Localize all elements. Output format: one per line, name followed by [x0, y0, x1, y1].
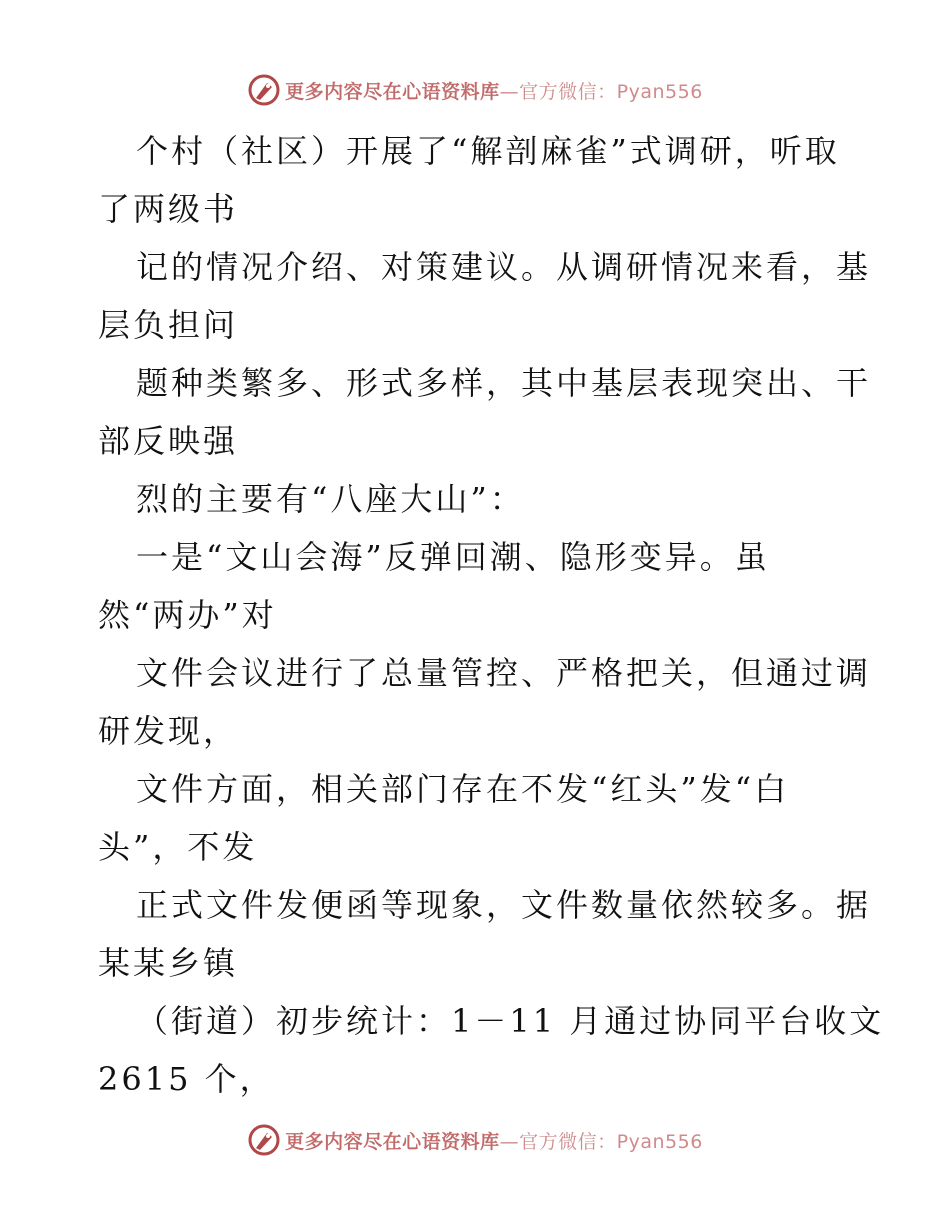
text-line: （街道）初步统计：1－11 月通过协同平台收文 — [136, 1002, 885, 1040]
text-line: 然“两办”对 — [98, 596, 277, 634]
watermark-text — [285, 1127, 703, 1154]
text-line: 研发现， — [98, 712, 239, 750]
text-line: 头”，不发 — [98, 828, 258, 866]
pen-nib-logo-icon — [247, 73, 281, 107]
watermark-suffix: 官方微信：Pyan556 — [519, 1130, 703, 1153]
watermark-text — [285, 77, 703, 104]
document-body — [98, 122, 885, 1108]
watermark-dash: — — [499, 1130, 520, 1153]
text-line: 了两级书 — [98, 190, 239, 228]
text-line: 题种类繁多、形式多样，其中基层表现突出、干 — [136, 364, 872, 402]
text-line: 文件方面，相关部门存在不发“红头”发“白 — [136, 770, 790, 808]
text-line: 记的情况介绍、对策建议。从调研情况来看，基 — [136, 248, 872, 286]
text-line: 个村（社区）开展了“解剖麻雀”式调研，听取 — [136, 132, 840, 170]
text-line: 烈的主要有“八座大山”： — [136, 480, 525, 518]
watermark-suffix: 官方微信：Pyan556 — [519, 80, 703, 103]
text-line: 正式文件发便函等现象，文件数量依然较多。据 — [136, 886, 872, 924]
watermark-main: 更多内容尽在心语资料库 — [285, 1130, 500, 1153]
watermark-banner-bottom — [0, 1120, 950, 1160]
text-line: 一是“文山会海”反弹回潮、隐形变异。虽 — [136, 538, 770, 576]
pen-nib-logo-icon — [247, 1123, 281, 1157]
text-line: 文件会议进行了总量管控、严格把关，但通过调 — [136, 654, 872, 692]
text-line: 2615 个， — [98, 1060, 275, 1098]
text-line: 层负担问 — [98, 306, 239, 344]
watermark-banner-top — [0, 70, 950, 110]
text-line: 部反映强 — [98, 422, 239, 460]
text-line: 某某乡镇 — [98, 944, 239, 982]
watermark-main: 更多内容尽在心语资料库 — [285, 80, 500, 103]
watermark-dash: — — [499, 80, 520, 103]
